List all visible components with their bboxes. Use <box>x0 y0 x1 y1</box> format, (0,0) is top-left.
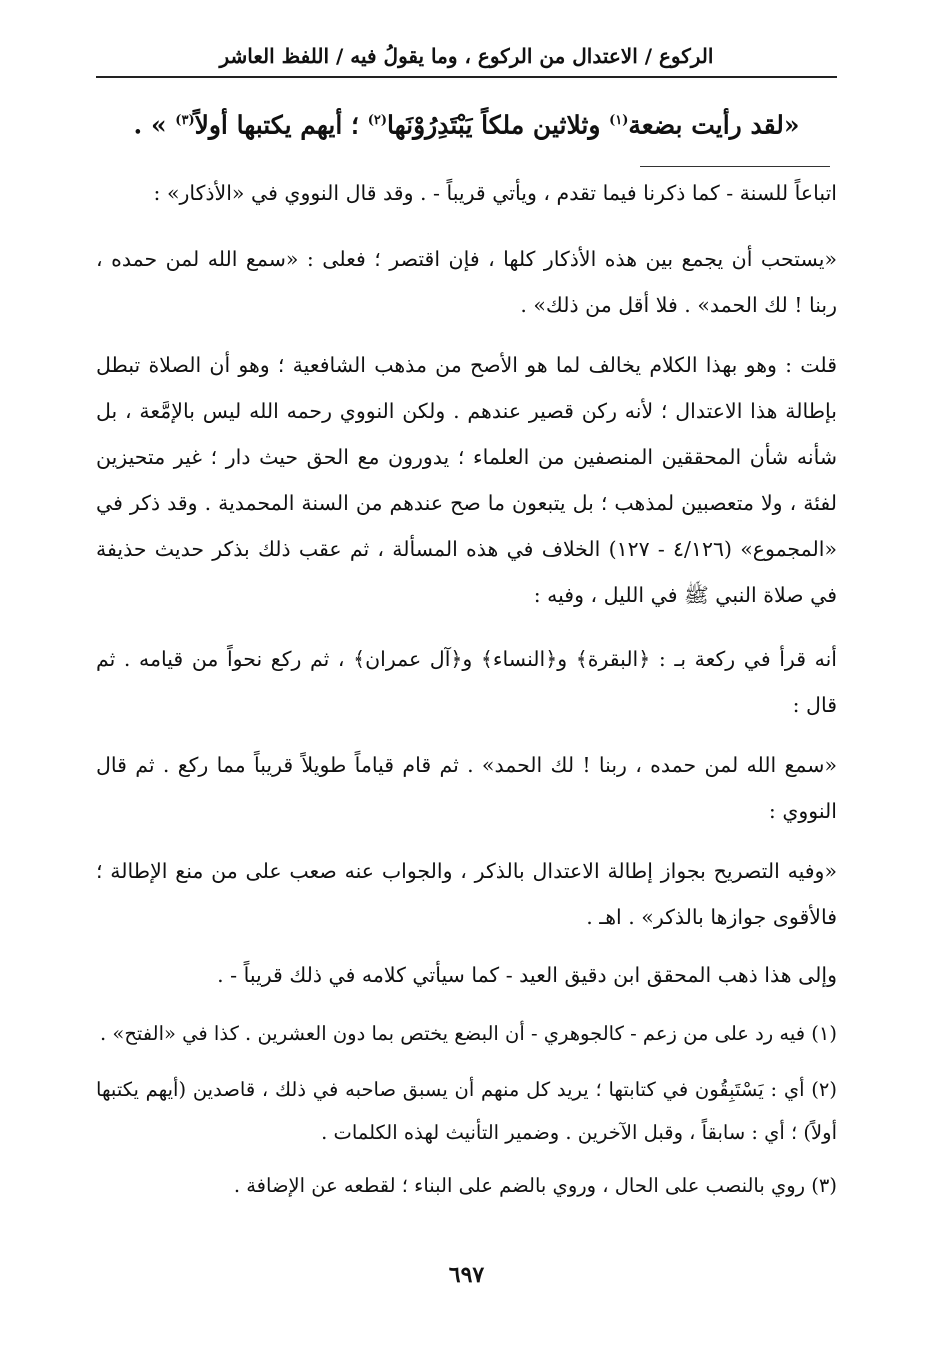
paragraph-2: «يستحب أن يجمع بين هذه الأذكار كلها ، فإن اقتصر ؛ فعلى : «سمع الله لمن حمده ، ربنا ! لك الحمد» . فلا أقل من ذلك» . <box>96 247 837 317</box>
footnote-marker-3: (٣) <box>175 113 195 128</box>
paragraph-6: «وفيه التصريح بجواز إطالة الاعتدال بالذكر ، والجواب عنه صعب على من منع الإطالة ؛ فالأقوى جوازها بالذكر» . اهـ . <box>96 859 837 929</box>
footnote-marker-2: (٢) <box>367 113 387 128</box>
footnote-1: (١) فيه رد على من زعم - كالجوهري - أن البضع يختص بما دون العشرين . كذا في «الفتح» . <box>100 1022 837 1045</box>
footnote-marker-1: (١) <box>609 113 629 128</box>
running-title: الركوع / الاعتدال من الركوع ، وما يقولُ فيه / اللفظ العاشر <box>219 44 714 68</box>
paragraph-4: أنه قرأ في ركعة بـ : ﴿البقرة﴾ و﴿النساء﴾ و﴿آل عمران﴾ ، ثم ركع نحواً من قيامه . ثم قال : <box>96 647 837 717</box>
hadith-part-1: «لقد رأيت بضعة <box>628 110 800 140</box>
paragraph-5: «سمع الله لمن حمده ، ربنا ! لك الحمد» . ثم قام قياماً طويلاً قريباً مما ركع . ثم قال النووي : <box>96 753 837 823</box>
section-divider <box>640 166 830 167</box>
hadith-part-4: » . <box>133 110 176 140</box>
footnote-3: (٣) روي بالنصب على الحال ، وروي بالضم على البناء ؛ لقطعه عن الإضافة . <box>233 1174 837 1197</box>
page-number: ٦٩٧ <box>448 1262 485 1288</box>
footnote-2: (٢) أي : يَسْتَبِقُون في كتابتها ؛ يريد كل منهم أن يسبق صاحبه في ذلك ، قاصدين (أيهم يكتبها أولاً) ؛ أي : سابقاً ، وقبل الآخرين . وضمير التأنيث لهذه الكلمات . <box>96 1078 837 1144</box>
paragraph-1: اتباعاً للسنة - كما ذكرنا فيما تقدم ، ويأتي قريباً - . وقد قال النووي في «الأذكار» : <box>153 181 837 205</box>
paragraph-3: قلت : وهو بهذا الكلام يخالف لما هو الأصح من مذهب الشافعية ؛ وهو أن الصلاة تبطل بإطالة هذا الاعتدال ؛ لأنه ركن قصير عندهم . ولكن النووي رحمه الله ليس بالإمَّعة ، بل شأنه شأن المحققين المنصفين من العلماء ؛ يدورون مع الحق حيث دار ؛ غير متحيزين لفئة ، ولا متعصبين لمذهب ؛ بل يتبعون ما صح عندهم من السنة المحمدية . وقد ذكر في «المجموع» (٤/١٢٦ - ١٢٧) الخلاف في هذه المسألة ، ثم عقب ذلك بذكر حديث حذيفة في صلاة النبي ﷺ في الليل ، وفيه : <box>96 353 837 607</box>
hadith-part-3: ؛ أيهم يكتبها أولاً <box>194 110 368 140</box>
paragraph-7: وإلى هذا ذهب المحقق ابن دقيق العيد - كما سيأتي كلامه في ذلك قريباً - . <box>217 963 837 987</box>
hadith-part-2: وثلاثين ملكاً يَبْتَدِرُوْنَها <box>387 110 610 140</box>
running-header <box>96 36 837 78</box>
hadith-text <box>96 98 837 148</box>
